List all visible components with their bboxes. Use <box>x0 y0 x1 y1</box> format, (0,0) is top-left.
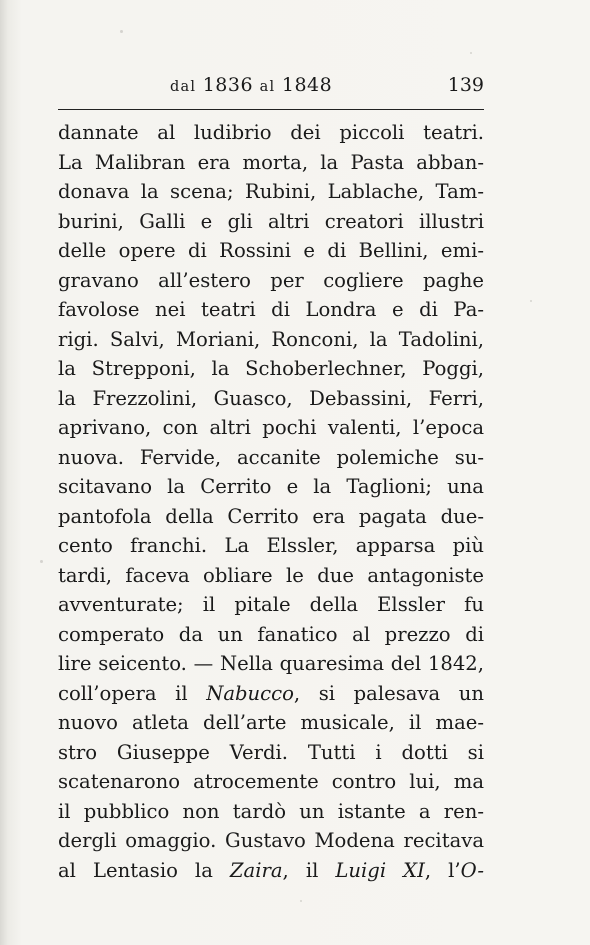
text-line <box>58 826 484 856</box>
text-run: la Strepponi, la Schoberlechner, Poggi, <box>58 357 484 380</box>
text-run: avventurate; il pitale della Elssler fu <box>58 593 484 616</box>
text-run: comperato da un fanatico al prezzo di <box>58 622 484 646</box>
text-line <box>58 620 484 650</box>
text-line <box>58 354 484 384</box>
text-run: gravano all’estero per cogliere paghe <box>58 268 484 292</box>
running-head-word-al: al <box>259 79 276 95</box>
text-run: aprivano, con altri pochi valenti, l’epoca <box>58 416 484 439</box>
text-run: rigi. Salvi, Moriani, Ronconi, la Tadolini, <box>58 327 484 351</box>
page-header <box>58 74 484 104</box>
running-head-year-start: 1836 <box>202 74 254 96</box>
text-run: favolose nei teatri di Londra e di Pa- <box>58 298 484 321</box>
text-line <box>58 236 484 266</box>
text-run: pantofola della Cerrito era pagata due- <box>58 504 484 528</box>
paper-speck <box>530 300 532 302</box>
text-line <box>58 472 484 502</box>
page-number: 139 <box>447 74 484 96</box>
text-run: stro Giuseppe Verdi. Tutti i dotti si <box>58 740 484 764</box>
paper-speck <box>300 900 302 902</box>
text-line <box>58 502 484 532</box>
paper-speck <box>40 560 43 563</box>
text-run: , l’ <box>424 858 461 882</box>
text-line <box>58 738 484 768</box>
text-line <box>58 767 484 797</box>
running-head-word-dal: dal <box>170 79 197 95</box>
text-line <box>58 413 484 443</box>
paper-speck <box>120 30 123 33</box>
text-line <box>58 384 484 414</box>
text-run: , il <box>282 858 336 882</box>
text-run: dannate al ludibrio dei piccoli teatri. <box>58 121 484 144</box>
text-run: tardi, faceva obliare le due antagoniste <box>58 563 484 587</box>
text-run: La Malibran era morta, la Pasta abban- <box>58 150 484 174</box>
text-line <box>58 295 484 325</box>
body-text <box>58 118 484 885</box>
italic-title: Nabucco <box>206 681 294 705</box>
text-line <box>58 266 484 296</box>
text-line <box>58 325 484 355</box>
text-run: burini, Galli e gli altri creatori illustri <box>58 209 484 233</box>
text-run: delle opere di Rossini e di Bellini, emi- <box>58 239 484 262</box>
header-rule <box>58 109 484 110</box>
text-line <box>58 708 484 738</box>
text-line <box>58 797 484 827</box>
text-run: scitavano la Cerrito e la Taglioni; una <box>58 475 484 498</box>
text-line <box>58 561 484 591</box>
text-line <box>58 679 484 709</box>
text-run: al Lentasio la <box>58 858 230 882</box>
text-run: lire seicento. — Nella quaresima del 1842, <box>58 652 484 675</box>
text-line <box>58 207 484 237</box>
running-head <box>170 74 332 96</box>
italic-title: O- <box>460 858 484 882</box>
text-line <box>58 148 484 178</box>
text-line <box>58 443 484 473</box>
running-head-year-end: 1848 <box>281 74 333 96</box>
paper-speck <box>470 52 472 54</box>
text-line <box>58 856 484 886</box>
text-line <box>58 649 484 679</box>
text-line <box>58 118 484 148</box>
italic-title: Luigi XI <box>335 858 425 882</box>
italic-title: Zaira <box>229 858 283 882</box>
text-run: nuovo atleta dell’arte musicale, il mae- <box>58 711 484 734</box>
text-run: scatenarono atrocemente contro lui, ma <box>58 770 484 793</box>
text-run: coll’opera il <box>58 681 207 705</box>
text-line <box>58 590 484 620</box>
text-run: la Frezzolini, Guasco, Debassini, Ferri, <box>58 386 484 410</box>
text-run: nuova. Fervide, accanite polemiche su- <box>58 445 484 469</box>
text-run: , si palesava un <box>293 681 484 705</box>
text-run: dergli omaggio. Gustavo Modena recitava <box>58 829 484 852</box>
text-run: donava la scena; Rubini, Lablache, Tam- <box>58 180 484 203</box>
text-run: cento franchi. La Elssler, apparsa più <box>58 534 484 557</box>
text-run: il pubblico non tardò un istante a ren- <box>58 799 484 823</box>
text-line <box>58 531 484 561</box>
text-line <box>58 177 484 207</box>
